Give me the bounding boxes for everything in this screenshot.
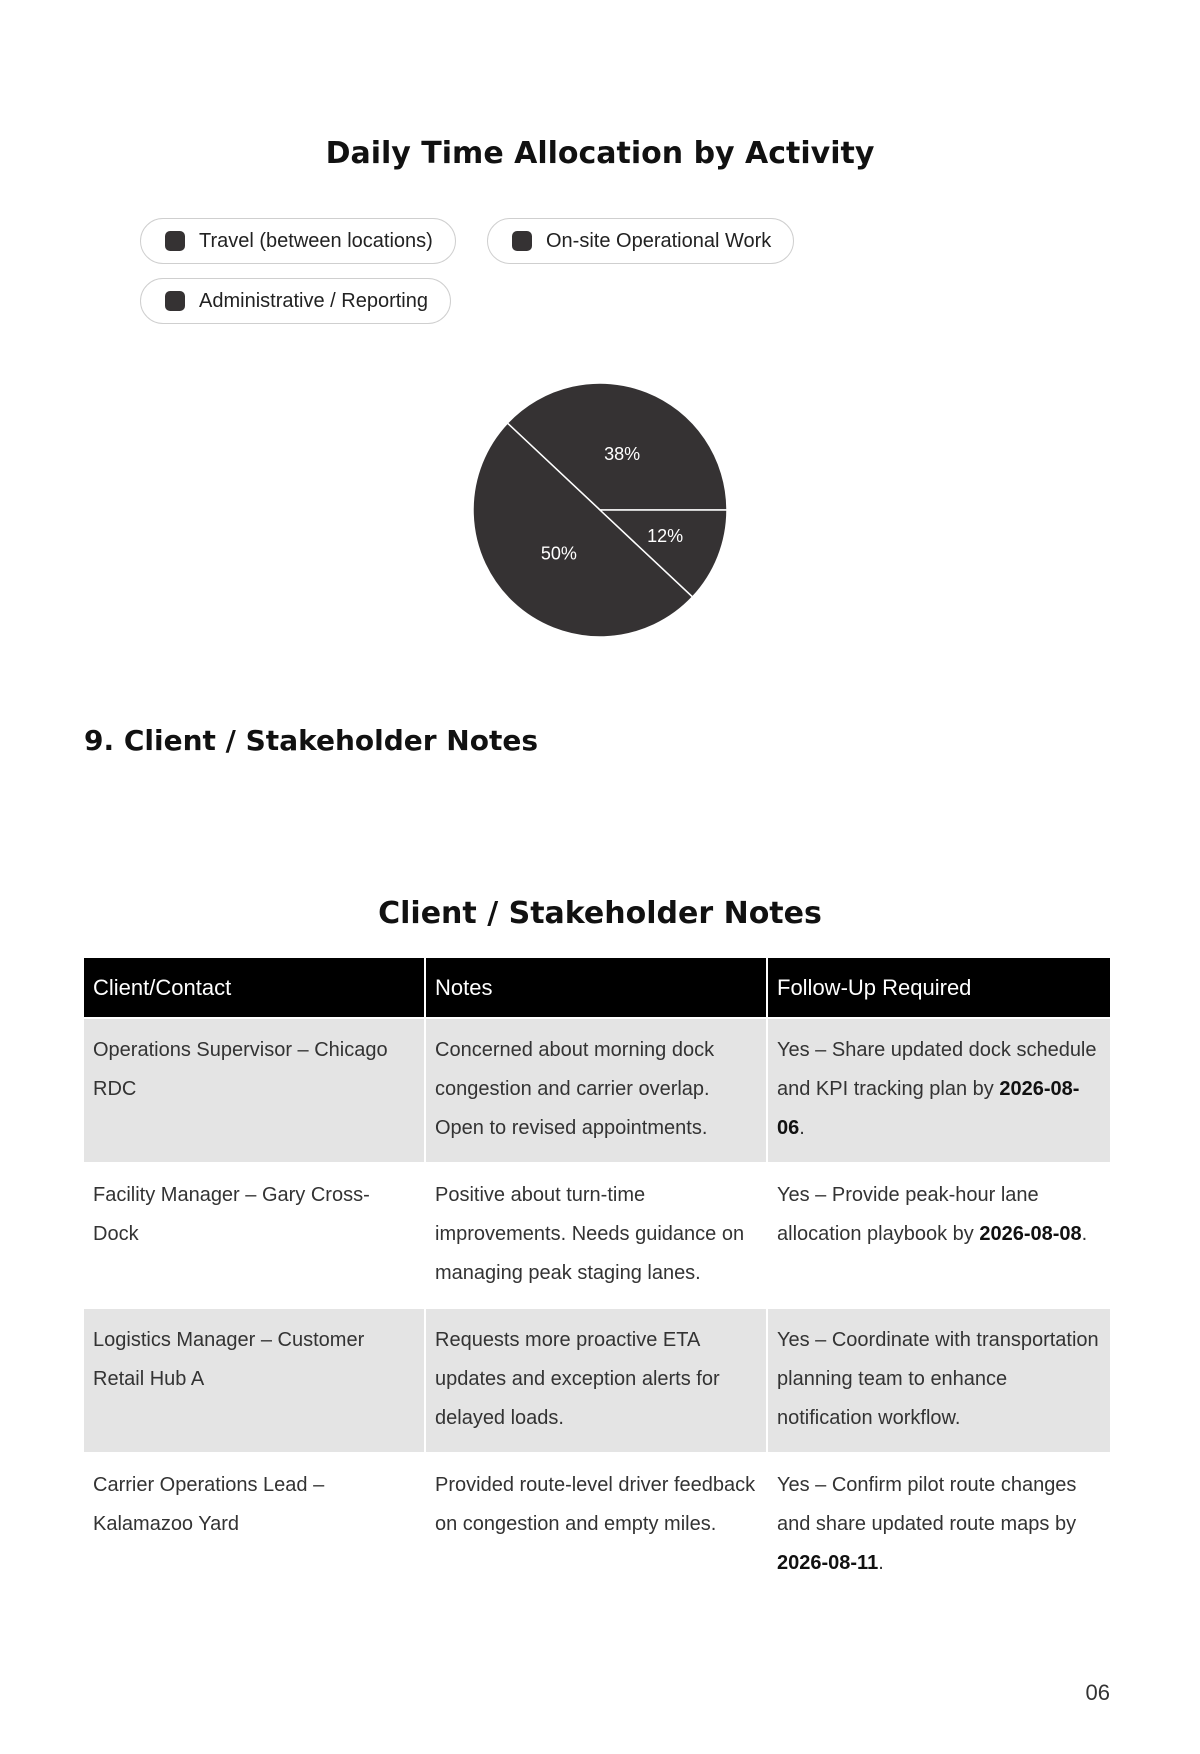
cell-followup [767, 1163, 1110, 1308]
column-header-followup: Follow-Up Required [767, 958, 1110, 1018]
pie-chart-svg [470, 380, 730, 640]
pie-data-label: 38% [604, 444, 641, 465]
table-row [84, 1163, 1110, 1308]
table-row [84, 1018, 1110, 1163]
followup-text: Yes – Coordinate with transportation planning team to enhance notification workflow. [777, 1329, 1099, 1429]
cell-contact: Carrier Operations Lead – Kalamazoo Yard [84, 1453, 425, 1597]
table-row [84, 1453, 1110, 1597]
table-header-row [84, 958, 1110, 1018]
column-header-contact: Client/Contact [84, 958, 425, 1018]
pie-data-label: 50% [540, 543, 577, 564]
cell-followup [767, 1018, 1110, 1163]
cell-notes: Provided route-level driver feedback on congestion and empty miles. [425, 1453, 767, 1597]
legend-label: Travel (between locations) [199, 229, 433, 252]
legend-label: On-site Operational Work [546, 229, 772, 252]
followup-text: Yes – Share updated dock schedule and KPI tracking plan by [777, 1039, 1097, 1100]
page-number: 06 [1085, 1680, 1110, 1705]
legend-label: Administrative / Reporting [199, 289, 428, 312]
table-title: Client / Stakeholder Notes [378, 896, 822, 931]
cell-contact: Operations Supervisor – Chicago RDC [84, 1018, 425, 1163]
column-header-notes: Notes [425, 958, 767, 1018]
cell-notes: Positive about turn-time improvements. Needs guidance on managing peak staging lanes. [425, 1163, 767, 1308]
cell-contact: Logistics Manager – Customer Retail Hub A [84, 1308, 425, 1453]
cell-followup [767, 1453, 1110, 1597]
chart-title: Daily Time Allocation by Activity [325, 136, 875, 171]
legend-swatch [165, 291, 185, 311]
section-heading: 9. Client / Stakeholder Notes [84, 724, 539, 757]
pie-data-label: 12% [647, 525, 684, 546]
cell-followup [767, 1308, 1110, 1453]
legend-item-travel [140, 218, 456, 264]
stakeholder-notes-table [84, 958, 1110, 1597]
followup-end: . [1081, 1223, 1088, 1245]
followup-end: . [799, 1117, 805, 1139]
followup-date: 2026-08-11 [777, 1552, 879, 1574]
table-row [84, 1308, 1110, 1453]
followup-end: . [878, 1552, 884, 1574]
followup-date: 2026-08-06 [777, 1078, 1080, 1139]
cell-notes: Requests more proactive ETA updates and exception alerts for delayed loads. [425, 1308, 767, 1453]
cell-contact: Facility Manager – Gary Cross-Dock [84, 1163, 425, 1308]
followup-text: Yes – Provide peak-hour lane allocation playbook by [777, 1184, 1039, 1245]
legend-swatch [165, 231, 185, 251]
legend-item-admin [140, 278, 451, 324]
cell-notes: Concerned about morning dock congestion and carrier overlap. Open to revised appointments. [425, 1018, 767, 1163]
legend-swatch [512, 231, 532, 251]
followup-date: 2026-08-08 [979, 1223, 1082, 1245]
legend-item-onsite [487, 218, 794, 264]
pie-chart [470, 380, 730, 640]
followup-text: Yes – Confirm pilot route changes and share updated route maps by [777, 1474, 1077, 1535]
